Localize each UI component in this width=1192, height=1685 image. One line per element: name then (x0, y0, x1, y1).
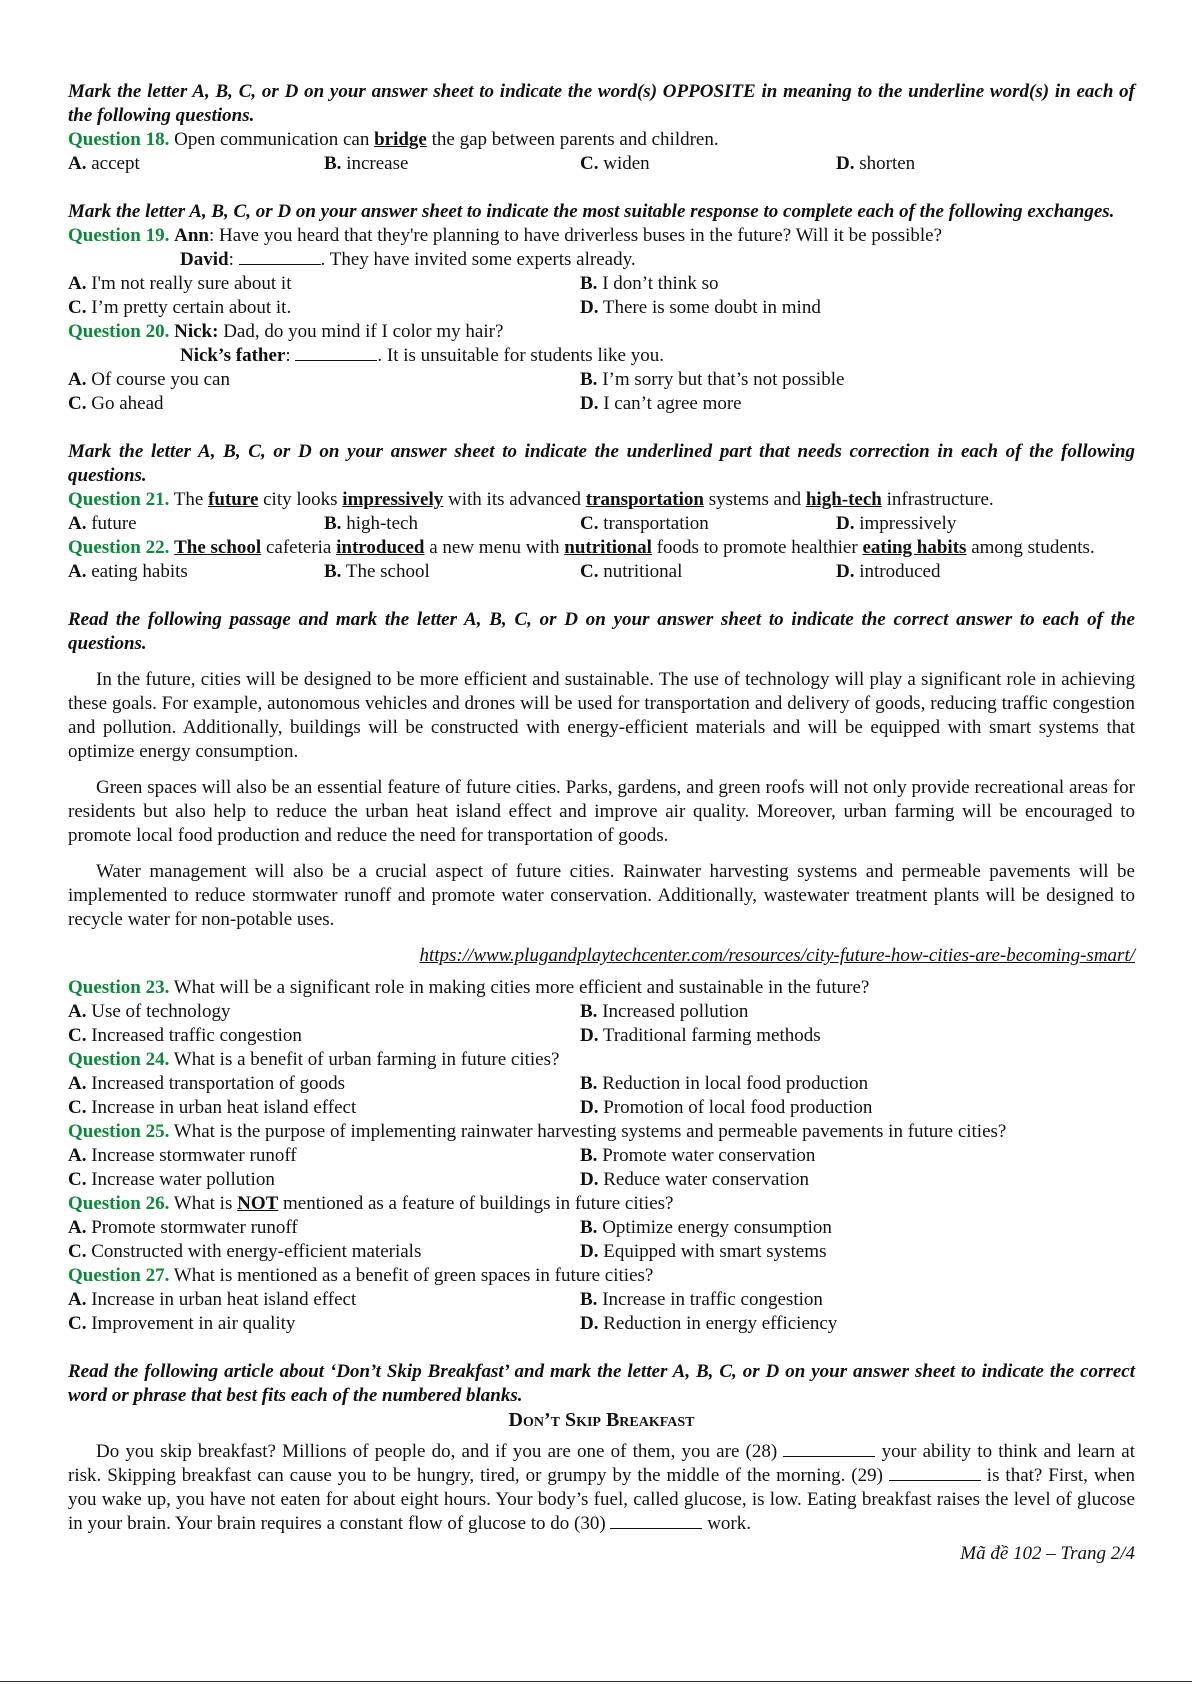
question-number: Question 27. (68, 1265, 170, 1286)
option-b[interactable]: B. Promote water conservation (580, 1145, 816, 1166)
instruction-response: Mark the letter A, B, C, or D on your answer sheet to indicate the most suitable response to complete each of the following exchanges. (68, 201, 1115, 222)
option-a[interactable]: A. accept (68, 153, 140, 174)
options-19-row1 (68, 272, 1135, 296)
blank-29 (889, 1464, 981, 1481)
option-a[interactable]: A. Use of technology (68, 1001, 231, 1022)
option-d[interactable]: D. Traditional farming methods (580, 1025, 821, 1046)
blank-28 (783, 1440, 875, 1457)
underlined-word: NOT (237, 1193, 279, 1214)
question-18 (68, 128, 1135, 152)
question-number: Question 18. (68, 129, 170, 150)
answer-blank (239, 248, 321, 265)
response-text: . They have invited some experts already. (320, 249, 636, 270)
speaker-nick: Nick: (174, 321, 219, 342)
answer-blank (295, 344, 377, 361)
option-a[interactable]: A. future (68, 513, 137, 534)
question-text: What will be a significant role in making cities more efficient and sustainable in the future? (169, 977, 870, 998)
question-text: the gap between parents and children. (426, 129, 719, 150)
options-27-row2 (68, 1312, 1135, 1336)
options-23-row1 (68, 1000, 1135, 1024)
underlined-part: impressively (342, 489, 444, 510)
option-c[interactable]: C. Increase water pollution (68, 1169, 275, 1190)
options-26-row2 (68, 1240, 1135, 1264)
question-25 (68, 1120, 1135, 1144)
underlined-part: transportation (585, 489, 704, 510)
option-d[interactable]: D. There is some doubt in mind (580, 297, 821, 318)
question-21: Question 21. The future city looks impressively with its advanced transportation systems and high-tech infrastructure. (68, 489, 994, 510)
option-b[interactable]: B. Increase in traffic congestion (580, 1289, 823, 1310)
option-c[interactable]: C. widen (580, 153, 650, 174)
question-number: Question 21. (68, 489, 170, 510)
options-21 (68, 512, 1135, 536)
source-link[interactable]: https://www.plugandplaytechcenter.com/resources/city-future-how-cities-are-becoming-smart/ (419, 945, 1135, 966)
option-c[interactable]: C. Constructed with energy-efficient materials (68, 1241, 422, 1262)
option-a[interactable]: A. Increase stormwater runoff (68, 1145, 297, 1166)
question-number: Question 26. (68, 1193, 170, 1214)
option-d[interactable]: D. Promotion of local food production (580, 1097, 873, 1118)
question-number: Question 25. (68, 1121, 170, 1142)
question-23 (68, 976, 1135, 1000)
article-title: Don’t Skip Breakfast (508, 1409, 695, 1431)
underlined-part: eating habits (862, 537, 967, 558)
question-number: Question 19. (68, 225, 170, 246)
option-b[interactable]: B. Increased pollution (580, 1001, 749, 1022)
question-26: Question 26. What is NOT mentioned as a feature of buildings in future cities? (68, 1193, 674, 1214)
cloze-paragraph: Do you skip breakfast? Millions of people do, and if you are one of them, you are (28) your ability to think and learn at risk. Skipping breakfast can cause you to be hungry, tired, or grumpy by the middle of the morning. (29) is that? First, when you wake up, you have not eaten for about eight hours. Your body’s fuel, called glucose, is low. Eating breakfast raises the level of glucose in your brain. Your brain requires a constant flow of glucose to do (30) work. (68, 1441, 1135, 1534)
response-text: . It is unsuitable for students like you. (377, 345, 664, 366)
option-c[interactable]: C. Increased traffic congestion (68, 1025, 302, 1046)
options-25-row1 (68, 1144, 1135, 1168)
instruction-cloze: Read the following article about ‘Don’t Skip Breakfast’ and mark the letter A, B, C, or D on your answer sheet to indicate the correct word or phrase that best fits each of the numbered blanks. (68, 1361, 1135, 1406)
question-20 (68, 320, 1135, 344)
question-text: : Have you heard that they're planning to have driverless buses in the future? Will it be possible? (208, 225, 943, 246)
page-divider (0, 1681, 1192, 1682)
blank-30 (610, 1512, 702, 1529)
option-a[interactable]: A. Promote stormwater runoff (68, 1217, 298, 1238)
options-20-row2 (68, 392, 1135, 416)
option-c[interactable]: C. Increase in urban heat island effect (68, 1097, 357, 1118)
option-d[interactable]: D. Equipped with smart systems (580, 1241, 827, 1262)
options-24-row1 (68, 1072, 1135, 1096)
instruction-correction: Mark the letter A, B, C, or D on your answer sheet to indicate the underlined part that needs correction in each of the following questions. (68, 441, 1135, 486)
question-22: Question 22. The school cafeteria introduced a new menu with nutritional foods to promote healthier eating habits among students. (68, 537, 1095, 558)
question-number: Question 20. (68, 321, 170, 342)
option-c[interactable]: C. Go ahead (68, 393, 164, 414)
underlined-part: nutritional (564, 537, 652, 558)
option-d[interactable]: D. introduced (836, 561, 941, 582)
question-text: What is mentioned as a benefit of green spaces in future cities? (169, 1265, 654, 1286)
speaker-nicks-father: Nick’s father (180, 345, 286, 366)
question-number: Question 22. (68, 537, 170, 558)
question-text: Open communication can (169, 129, 375, 150)
options-23-row2 (68, 1024, 1135, 1048)
question-text: What is a benefit of urban farming in future cities? (169, 1049, 560, 1070)
instruction-opposite: Mark the letter A, B, C, or D on your answer sheet to indicate the word(s) OPPOSITE in meaning to the underline word(s) in each of the following questions. (68, 81, 1135, 126)
option-a[interactable]: A. eating habits (68, 561, 188, 582)
options-25-row2 (68, 1168, 1135, 1192)
passage-paragraph: Green spaces will also be an essential feature of future cities. Parks, gardens, and green roofs will not only provide recreational areas for residents but also help to reduce the urban heat island effect and improve air quality. Moreover, urban farming will be encouraged to promote local food production and reduce the need for transportation of goods. (68, 777, 1135, 846)
underlined-part: introduced (336, 537, 425, 558)
passage-paragraph: Water management will also be a crucial aspect of future cities. Rainwater harvesting systems and permeable pavements will be implemented to reduce stormwater runoff and promote water conservation. Additionally, wastewater treatment plants will be designed to recycle water for non-potable uses. (68, 861, 1135, 930)
options-27-row1 (68, 1288, 1135, 1312)
option-a[interactable]: A. Increase in urban heat island effect (68, 1289, 357, 1310)
option-d[interactable]: D. shorten (836, 153, 916, 174)
page-footer: Mã đề 102 – Trang 2/4 (960, 1543, 1135, 1564)
option-d[interactable]: D. Reduction in energy efficiency (580, 1313, 838, 1334)
option-d[interactable]: D. Reduce water conservation (580, 1169, 809, 1190)
option-c[interactable]: C. transportation (580, 513, 709, 534)
option-b[interactable]: B. I’m sorry but that’s not possible (580, 369, 845, 390)
option-b[interactable]: B. high-tech (324, 513, 418, 534)
option-c[interactable]: C. Improvement in air quality (68, 1313, 296, 1334)
option-b[interactable]: B. Optimize energy consumption (580, 1217, 832, 1238)
passage-paragraph: In the future, cities will be designed to be more efficient and sustainable. The use of technology will play a significant role in achieving these goals. For example, autonomous vehicles and drones will be used for transportation and delivery of goods, reducing traffic congestion and pollution. Additionally, buildings will be constructed with energy-efficient materials and will be equipped with smart systems that optimize energy consumption. (68, 669, 1135, 762)
question-24 (68, 1048, 1135, 1072)
option-b[interactable]: B. increase (324, 153, 409, 174)
question-number: Question 24. (68, 1049, 170, 1070)
underlined-word: bridge (374, 129, 427, 150)
options-24-row2 (68, 1096, 1135, 1120)
response-20: Nick’s father: . It is unsuitable for students like you. (180, 345, 664, 366)
option-a[interactable]: A. Increased transportation of goods (68, 1073, 346, 1094)
option-a[interactable]: A. I'm not really sure about it (68, 273, 292, 294)
option-c[interactable]: C. nutritional (580, 561, 683, 582)
question-text: What is the purpose of implementing rainwater harvesting systems and permeable pavements in future cities? (169, 1121, 1007, 1142)
question-number: Question 23. (68, 977, 170, 998)
underlined-part: high-tech (805, 489, 882, 510)
option-c[interactable]: C. I’m pretty certain about it. (68, 297, 292, 318)
options-20-row1 (68, 368, 1135, 392)
option-b[interactable]: B. I don’t think so (580, 273, 719, 294)
response-19: David: . They have invited some experts already. (180, 249, 636, 270)
underlined-part: The school (174, 537, 262, 558)
speaker-david: David (180, 249, 229, 270)
question-27 (68, 1264, 1135, 1288)
options-19-row2 (68, 296, 1135, 320)
speaker-ann: Ann (174, 225, 209, 246)
instruction-reading: Read the following passage and mark the letter A, B, C, or D on your answer sheet to indicate the correct answer to each of the questions. (68, 609, 1135, 654)
options-26-row1 (68, 1216, 1135, 1240)
options-22 (68, 560, 1135, 584)
underlined-part: future (208, 489, 259, 510)
option-d[interactable]: D. impressively (836, 513, 957, 534)
question-19 (68, 224, 1135, 248)
option-d[interactable]: D. I can’t agree more (580, 393, 742, 414)
option-b[interactable]: B. The school (324, 561, 430, 582)
option-b[interactable]: B. Reduction in local food production (580, 1073, 869, 1094)
option-a[interactable]: A. Of course you can (68, 369, 230, 390)
options-18 (68, 152, 1135, 176)
question-text: Dad, do you mind if I color my hair? (218, 321, 504, 342)
